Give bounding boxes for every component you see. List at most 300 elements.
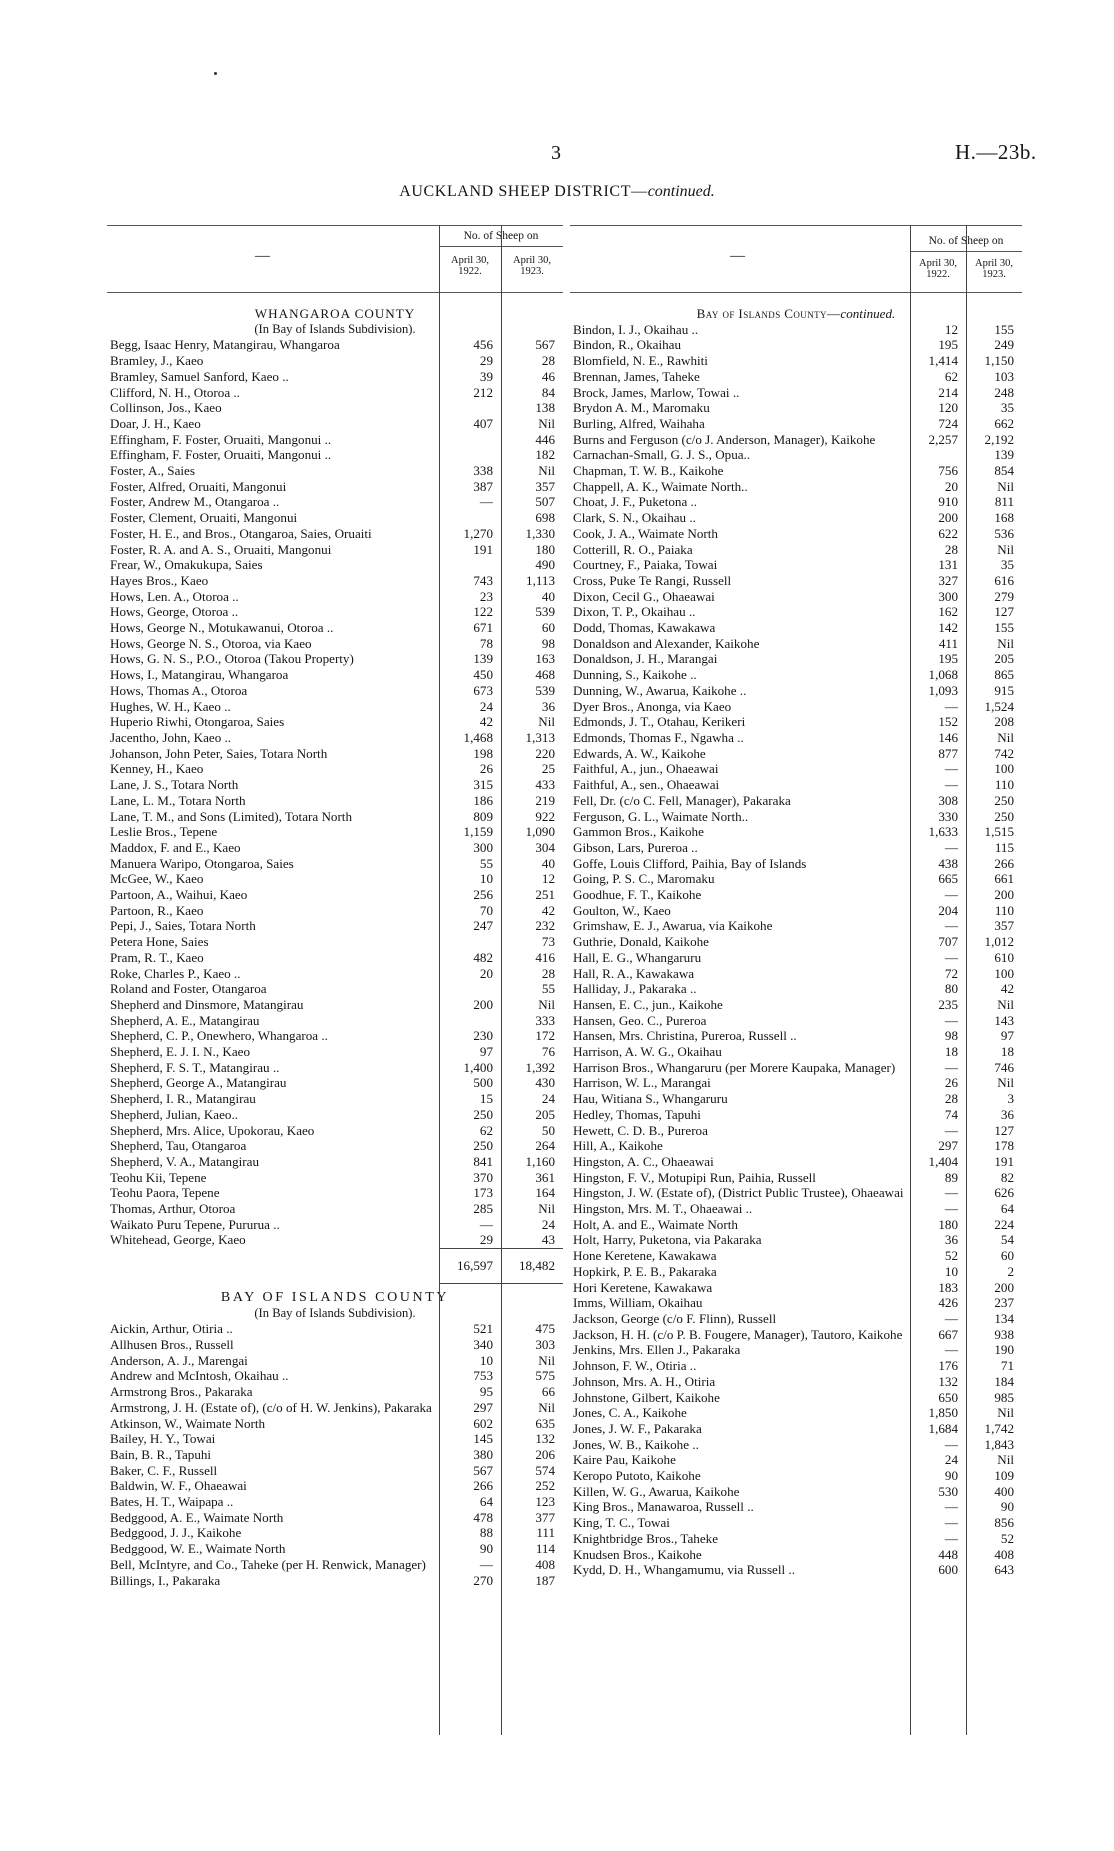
sheep-1923: 662 — [994, 415, 1014, 431]
table-row — [107, 447, 563, 463]
owner-name: Brydon A. M., Maromaku — [573, 400, 710, 416]
sheep-1923: 200 — [994, 1279, 1014, 1295]
sheep-1923: 66 — [541, 1384, 555, 1400]
table-row — [570, 1531, 1022, 1547]
table-row — [107, 1541, 563, 1557]
owner-name: Cross, Puke Te Rangi, Russell — [573, 572, 732, 588]
table-row — [570, 1201, 1022, 1217]
table-row — [107, 1013, 563, 1029]
table-row — [570, 824, 1022, 840]
table-row — [107, 1060, 563, 1076]
table-row — [570, 1028, 1022, 1044]
sheep-1922: 10 — [479, 871, 493, 887]
sheep-1923: 490 — [535, 557, 555, 573]
sheep-1923: 922 — [535, 808, 555, 824]
sheep-1923: 205 — [994, 651, 1014, 667]
sheep-1923: 76 — [541, 1044, 555, 1060]
sheep-1922: 330 — [938, 808, 958, 824]
table-row — [570, 1232, 1022, 1248]
owner-name: Baker, C. F., Russell — [110, 1462, 218, 1478]
table-row — [570, 918, 1022, 934]
sheep-1923: 536 — [994, 525, 1014, 541]
sheep-1923: Nil — [997, 729, 1014, 745]
sheep-1923: 1,113 — [526, 572, 555, 588]
owner-name: Faithful, A., sen., Ohaeawai — [573, 777, 720, 793]
table-row — [570, 1484, 1022, 1500]
table-row — [570, 620, 1022, 636]
sheep-1923: 54 — [1000, 1232, 1014, 1248]
table-row — [107, 1107, 563, 1123]
owner-name: Hansen, E. C., jun., Kaikohe — [573, 996, 723, 1012]
owner-name: Hows, G. N. S., P.O., Otoroa (Takou Property) — [110, 651, 354, 667]
sheep-1922: 198 — [473, 745, 493, 761]
sheep-1922: 200 — [938, 510, 958, 526]
owner-name: Doar, J. H., Kaeo — [110, 415, 201, 431]
owner-name: Dixon, Cecil G., Ohaeawai — [573, 588, 715, 604]
table-row — [570, 667, 1022, 683]
sheep-1922: 567 — [473, 1462, 493, 1478]
sheep-1923: 475 — [535, 1321, 555, 1337]
title-continued: continued. — [647, 183, 715, 200]
sheep-1922: 162 — [938, 604, 958, 620]
table-row — [107, 966, 563, 982]
sheep-1923: 138 — [535, 400, 555, 416]
sheep-1923: 915 — [994, 682, 1014, 698]
sheep-1922: 600 — [938, 1562, 958, 1578]
col-1923-header: April 30, 1923. — [975, 258, 1013, 280]
sheep-1923: 36 — [541, 698, 555, 714]
sheep-1923: 132 — [535, 1431, 555, 1447]
owner-name: Hone Keretene, Kawakawa — [573, 1248, 717, 1264]
table-row — [570, 494, 1022, 510]
sheep-1922: 12 — [944, 321, 958, 337]
sheep-1923: 635 — [535, 1415, 555, 1431]
owner-name: Shepherd and Dinsmore, Matangirau — [110, 996, 304, 1012]
sheep-1923: Nil — [538, 996, 555, 1012]
header-rule-bottom — [107, 292, 563, 293]
sheep-1923: 191 — [994, 1153, 1014, 1169]
sheep-1922: 90 — [944, 1468, 958, 1484]
owner-name: Cook, J. A., Waimate North — [573, 525, 718, 541]
owner-name: Hingston, F. V., Motupipi Run, Paihia, Russell — [573, 1169, 816, 1185]
sheep-1922: 650 — [938, 1389, 958, 1405]
table-row — [570, 557, 1022, 573]
sheep-1922: 28 — [944, 541, 958, 557]
sheep-1922: 95 — [479, 1384, 493, 1400]
owner-name: Going, P. S. C., Maromaku — [573, 871, 715, 887]
bay-of-islands-subdivision-note: (In Bay of Islands Subdivision). — [254, 1305, 416, 1320]
sheep-1923: 357 — [535, 478, 555, 494]
sheep-1923: 1,742 — [984, 1420, 1014, 1436]
sheep-1922 — [439, 557, 501, 573]
sheep-1922: 180 — [938, 1216, 958, 1232]
sheep-1923: 180 — [535, 541, 555, 557]
sheep-1922: 98 — [944, 1028, 958, 1044]
table-row — [107, 1494, 563, 1510]
sheep-1923: 24 — [541, 1216, 555, 1232]
owner-name: Bindon, I. J., Okaihau .. — [573, 321, 699, 337]
table-row — [107, 479, 563, 495]
sheep-1923: 468 — [535, 667, 555, 683]
sheep-1922: — — [944, 949, 958, 965]
table-row — [107, 793, 563, 809]
table-row — [107, 667, 563, 683]
table-row — [570, 730, 1022, 746]
sheep-1923: 43 — [541, 1232, 555, 1248]
sheep-1922: 20 — [944, 478, 958, 494]
bay-of-islands-continued-rows — [570, 322, 1022, 1578]
owner-name: Holt, A. and E., Waimate North — [573, 1216, 738, 1232]
sheep-1922: 146 — [938, 729, 958, 745]
table-row — [570, 1405, 1022, 1421]
sheep-1922: 62 — [479, 1122, 493, 1138]
table-row — [570, 1515, 1022, 1531]
bay-of-islands-rows — [107, 1321, 563, 1588]
sheep-1923: 333 — [535, 1012, 555, 1028]
owner-name: Fell, Dr. (c/o C. Fell, Manager), Pakaraka — [573, 792, 791, 808]
sheep-1922: 667 — [938, 1326, 958, 1342]
sheep-1923: Nil — [538, 1352, 555, 1368]
sheep-1922: 297 — [473, 1399, 493, 1415]
owner-name: Bedggood, J. J., Kaikohe — [110, 1525, 242, 1541]
owner-name: Goulton, W., Kaeo — [573, 902, 671, 918]
table-row — [570, 981, 1022, 997]
table-row — [107, 1463, 563, 1479]
owner-name: Teohu Paora, Tepene — [110, 1185, 220, 1201]
sheep-1923: 2 — [1007, 1263, 1014, 1279]
sheep-1923: 252 — [535, 1478, 555, 1494]
table-row — [107, 1384, 563, 1400]
sheep-1922: 340 — [473, 1337, 493, 1352]
owner-name: Jones, C. A., Kaikohe — [573, 1405, 687, 1421]
sheep-1922: 478 — [473, 1509, 493, 1525]
sheep-1922: 72 — [944, 965, 958, 981]
header-rule-bottom — [570, 292, 1022, 293]
table-row — [107, 542, 563, 558]
owner-name: Waikato Puru Tepene, Pururua .. — [110, 1216, 280, 1232]
sheep-1922: 10 — [479, 1352, 493, 1368]
owner-name: Thomas, Arthur, Otoroa — [110, 1201, 236, 1217]
table-row — [107, 620, 563, 636]
sheep-1923: Nil — [538, 1399, 555, 1415]
owner-name: Foster, Alfred, Oruaiti, Mangonui — [110, 478, 287, 494]
sheep-1922: 448 — [938, 1546, 958, 1562]
owner-name: Foster, Clement, Oruaiti, Mangonui — [110, 510, 298, 526]
table-row — [107, 589, 563, 605]
owner-name: Pepi, J., Saies, Totara North — [110, 918, 256, 934]
owner-name: Johnson, Mrs. A. H., Otiria — [573, 1373, 716, 1389]
table-row — [570, 1358, 1022, 1374]
table-row — [570, 1295, 1022, 1311]
owner-name: Brock, James, Marlow, Towai .. — [573, 384, 740, 400]
table-row — [570, 1468, 1022, 1484]
table-row — [570, 400, 1022, 416]
table-row — [107, 981, 563, 997]
table-row — [107, 510, 563, 526]
sheep-1922: — — [944, 887, 958, 903]
sheep-1923: 24 — [541, 1091, 555, 1107]
sheep-1922: 300 — [473, 839, 493, 855]
owner-name: Burns and Ferguson (c/o J. Anderson, Manager), Kaikohe — [573, 431, 876, 447]
owner-name: Foster, Andrew M., Otangaroa .. — [110, 494, 280, 510]
sheep-1922: 250 — [473, 1138, 493, 1154]
table-row — [107, 1525, 563, 1541]
owner-name: Dunning, W., Awarua, Kaikohe .. — [573, 682, 747, 698]
sheep-1923: 266 — [994, 855, 1014, 871]
table-row — [570, 337, 1022, 353]
table-row — [570, 1075, 1022, 1091]
sheep-1922: 500 — [473, 1075, 493, 1091]
table-row — [107, 1217, 563, 1233]
whangaroa-county-heading: WHANGAROA COUNTY — [254, 306, 416, 321]
owner-name: Foster, H. E., and Bros., Otangaroa, Saies, Oruaiti — [110, 525, 372, 541]
table-row — [570, 589, 1022, 605]
table-row — [107, 730, 563, 746]
sheep-1923: 187 — [535, 1572, 555, 1588]
sheep-1923: 574 — [535, 1462, 555, 1478]
table-row — [107, 1353, 563, 1369]
sheep-1922: 247 — [473, 918, 493, 934]
total-label-blank — [107, 1248, 439, 1284]
sheep-1922: 195 — [938, 651, 958, 667]
owner-name: Pram, R. T., Kaeo — [110, 949, 204, 965]
sheep-1923: 28 — [541, 965, 555, 981]
sheep-1922: 1,404 — [928, 1153, 958, 1169]
sheep-1923: 361 — [535, 1169, 555, 1185]
table-row — [570, 1327, 1022, 1343]
sheep-1923: 127 — [994, 1122, 1014, 1138]
sheep-1922: 26 — [479, 761, 493, 777]
sheep-1923: 28 — [541, 353, 555, 369]
sheep-1923: 1,160 — [525, 1153, 555, 1169]
table-row — [107, 1170, 563, 1186]
owner-name: Hall, R. A., Kawakawa — [573, 965, 695, 981]
sheep-1922: 602 — [473, 1415, 493, 1431]
table-row — [570, 369, 1022, 385]
sheep-1922: 204 — [938, 902, 958, 918]
owner-name: Bedggood, W. E., Waimate North — [110, 1541, 286, 1557]
sheep-1922: 380 — [473, 1446, 493, 1462]
sheep-1923: 163 — [535, 651, 555, 667]
sheep-1922: 707 — [938, 934, 958, 950]
sheep-1922: 89 — [944, 1169, 958, 1185]
sheep-1922: 256 — [473, 887, 493, 903]
owner-name: Choat, J. F., Puketona .. — [573, 494, 698, 510]
owner-name: Hows, I., Matangirau, Whangaroa — [110, 667, 289, 683]
sheep-1922: 36 — [944, 1232, 958, 1248]
sheep-1923: 357 — [994, 918, 1014, 934]
table-row — [107, 1185, 563, 1201]
table-row — [107, 1201, 563, 1217]
sheep-1922: 841 — [473, 1153, 493, 1169]
table-row — [107, 840, 563, 856]
bay-of-islands-county-heading: BAY OF ISLANDS COUNTY — [220, 1289, 450, 1305]
sheep-1922: 186 — [473, 792, 493, 808]
sheep-1923: 200 — [994, 887, 1014, 903]
owner-name: Huperio Riwhi, Otongaroa, Saies — [110, 714, 285, 730]
document-reference: H.—23b. — [955, 140, 1037, 164]
sheep-1923: Nil — [538, 463, 555, 479]
table-row — [107, 1123, 563, 1139]
sheep-1922: 42 — [479, 714, 493, 730]
sheep-1923: Nil — [538, 714, 555, 730]
table-row — [107, 463, 563, 479]
sheep-1923: 40 — [541, 855, 555, 871]
table-row — [570, 997, 1022, 1013]
table-row — [570, 1248, 1022, 1264]
owner-name: Johanson, John Peter, Saies, Totara North — [110, 745, 328, 761]
sheep-1922: 78 — [479, 635, 493, 651]
sheep-1922: 39 — [479, 368, 493, 384]
owner-name: Edwards, A. W., Kaikohe — [573, 745, 706, 761]
owner-name: Clifford, N. H., Otoroa .. — [110, 384, 240, 400]
owner-name: Donaldson and Alexander, Kaikohe — [573, 635, 760, 651]
left-table — [107, 225, 563, 1588]
table-row — [107, 416, 563, 432]
sheep-1922: 297 — [938, 1138, 958, 1154]
sheep-1922: — — [944, 1122, 958, 1138]
sheep-1923: 25 — [541, 761, 555, 777]
sheep-1923: 416 — [535, 949, 555, 965]
owner-name: Kaire Pau, Kaikohe — [573, 1452, 676, 1468]
sheep-1922: 152 — [938, 714, 958, 730]
owner-name: Burling, Alfred, Waihaha — [573, 415, 705, 431]
owner-name: Jackson, George (c/o F. Flinn), Russell — [573, 1311, 777, 1326]
sheep-1923: 811 — [994, 494, 1014, 510]
sheep-1922: 191 — [473, 541, 493, 557]
owner-name: Edmonds, Thomas F., Ngawha .. — [573, 729, 744, 745]
owner-name: Hansen, Geo. C., Pureroa — [573, 1012, 707, 1028]
owner-name: Hingston, J. W. (Estate of), (District Public Trustee), Ohaeawai — [573, 1185, 904, 1201]
table-row — [107, 636, 563, 652]
owner-name: Leslie Bros., Tepene — [110, 824, 218, 840]
owner-name: Hows, George N. S., Otoroa, via Kaeo — [110, 635, 312, 651]
column-name-placeholder: — — [730, 248, 745, 264]
table-row — [570, 432, 1022, 448]
column-name-placeholder: — — [255, 248, 270, 264]
bay-of-islands-continued-heading — [570, 306, 1022, 322]
table-row — [107, 526, 563, 542]
sheep-1923: 698 — [535, 510, 555, 526]
table-row — [570, 636, 1022, 652]
sheep-1923: Nil — [538, 415, 555, 431]
sheep-1922: 90 — [479, 1541, 493, 1557]
owner-name: Maddox, F. and E., Kaeo — [110, 839, 241, 855]
sheep-1922 — [439, 432, 501, 448]
owner-name: King Bros., Manawaroa, Russell .. — [573, 1499, 754, 1515]
owner-name: Clark, S. N., Okaihau .. — [573, 510, 696, 526]
sheep-1922: 214 — [938, 384, 958, 400]
owner-name: Andrew and McIntosh, Okaihau .. — [110, 1368, 289, 1384]
sheep-1922: 1,468 — [463, 729, 493, 745]
sheep-1922: 55 — [479, 855, 493, 871]
sheep-1922: 250 — [473, 1106, 493, 1122]
table-row — [107, 432, 563, 448]
sheep-1923: 643 — [994, 1562, 1014, 1578]
sheep-1922: 29 — [479, 1232, 493, 1248]
whangaroa-subdivision-note: (In Bay of Islands Subdivision). — [254, 321, 416, 336]
owner-name: Roke, Charles P., Kaeo .. — [110, 965, 241, 981]
table-row — [570, 1123, 1022, 1139]
owner-name: Johnstone, Gilbert, Kaikohe — [573, 1389, 720, 1405]
owner-name: Kydd, D. H., Whangamumu, via Russell .. — [573, 1562, 795, 1578]
sheep-1923: 168 — [994, 510, 1014, 526]
owner-name: Faithful, A., jun., Ohaeawai — [573, 761, 719, 777]
sheep-1922: 370 — [473, 1169, 493, 1185]
sheep-1922: — — [944, 761, 958, 777]
sheep-1922: 139 — [473, 651, 493, 667]
owner-name: Ferguson, G. L., Waimate North.. — [573, 808, 749, 824]
table-row — [107, 887, 563, 903]
owner-name: Teohu Kii, Tepene — [110, 1169, 207, 1185]
owner-name: Harrison Bros., Whangaruru (per Morere Kaupaka, Manager) — [573, 1059, 896, 1075]
sheep-1923: 408 — [994, 1546, 1014, 1562]
sheep-1922: 212 — [473, 384, 493, 400]
sheep-1922: — — [944, 839, 958, 855]
sheep-1922: 20 — [479, 965, 493, 981]
sheep-1923: 205 — [535, 1106, 555, 1122]
owner-name: Begg, Isaac Henry, Matangirau, Whangaroa — [110, 337, 340, 353]
owner-name: Killen, W. G., Awarua, Kaikohe — [573, 1483, 740, 1499]
sheep-1922: 456 — [473, 337, 493, 353]
sheep-1923: 100 — [994, 761, 1014, 777]
section-title-prefix: Bay of Islands County— — [696, 306, 841, 321]
col-1923-header: April 30, 1923. — [513, 255, 551, 277]
sheep-1923: 52 — [1000, 1530, 1014, 1546]
table-row — [107, 1321, 563, 1337]
owner-name: Knudsen Bros., Kaikohe — [573, 1546, 702, 1562]
sheep-1922: 285 — [473, 1201, 493, 1217]
sheep-1922 — [439, 1013, 501, 1029]
sheep-1923: 249 — [994, 337, 1014, 353]
table-row — [107, 714, 563, 730]
sheep-1922: 910 — [938, 494, 958, 510]
table-row — [570, 871, 1022, 887]
sheep-1923: 1,313 — [525, 729, 555, 745]
owner-name: Armstrong Bros., Pakaraka — [110, 1384, 253, 1400]
sheep-1922: 120 — [938, 400, 958, 416]
sheep-1923: 139 — [994, 447, 1014, 463]
sheep-1923: 746 — [994, 1059, 1014, 1075]
table-row — [107, 1028, 563, 1044]
table-header — [570, 225, 1022, 292]
sheep-1923: 64 — [1000, 1201, 1014, 1217]
table-row — [570, 1060, 1022, 1076]
table-row — [107, 746, 563, 762]
sheep-1923: 164 — [535, 1185, 555, 1201]
sheep-1923: 742 — [994, 745, 1014, 761]
owner-name: Goffe, Louis Clifford, Paihia, Bay of Islands — [573, 855, 807, 871]
sheep-1922: 1,633 — [928, 824, 958, 840]
owner-name: Effingham, F. Foster, Oruaiti, Mangonui .. — [110, 431, 332, 447]
owner-name: Hows, Len. A., Otoroa .. — [110, 588, 239, 604]
sheep-1923: 616 — [994, 572, 1014, 588]
owner-name: Jones, W. B., Kaikohe .. — [573, 1436, 699, 1452]
table-row — [107, 1368, 563, 1384]
table-row — [570, 746, 1022, 762]
sheep-1923: 661 — [994, 871, 1014, 887]
sheep-1923: 1,843 — [984, 1436, 1014, 1452]
page-title — [0, 183, 1114, 201]
table-row — [107, 1075, 563, 1091]
sheep-1923: Nil — [997, 1075, 1014, 1091]
sheep-1922: 52 — [944, 1248, 958, 1264]
owner-name: Hansen, Mrs. Christina, Pureroa, Russell .. — [573, 1028, 797, 1044]
sheep-1922: — — [944, 1436, 958, 1452]
owner-name: Manuera Waripo, Otongaroa, Saies — [110, 855, 294, 871]
sheep-1922: 1,093 — [928, 682, 958, 698]
table-header — [107, 225, 563, 292]
